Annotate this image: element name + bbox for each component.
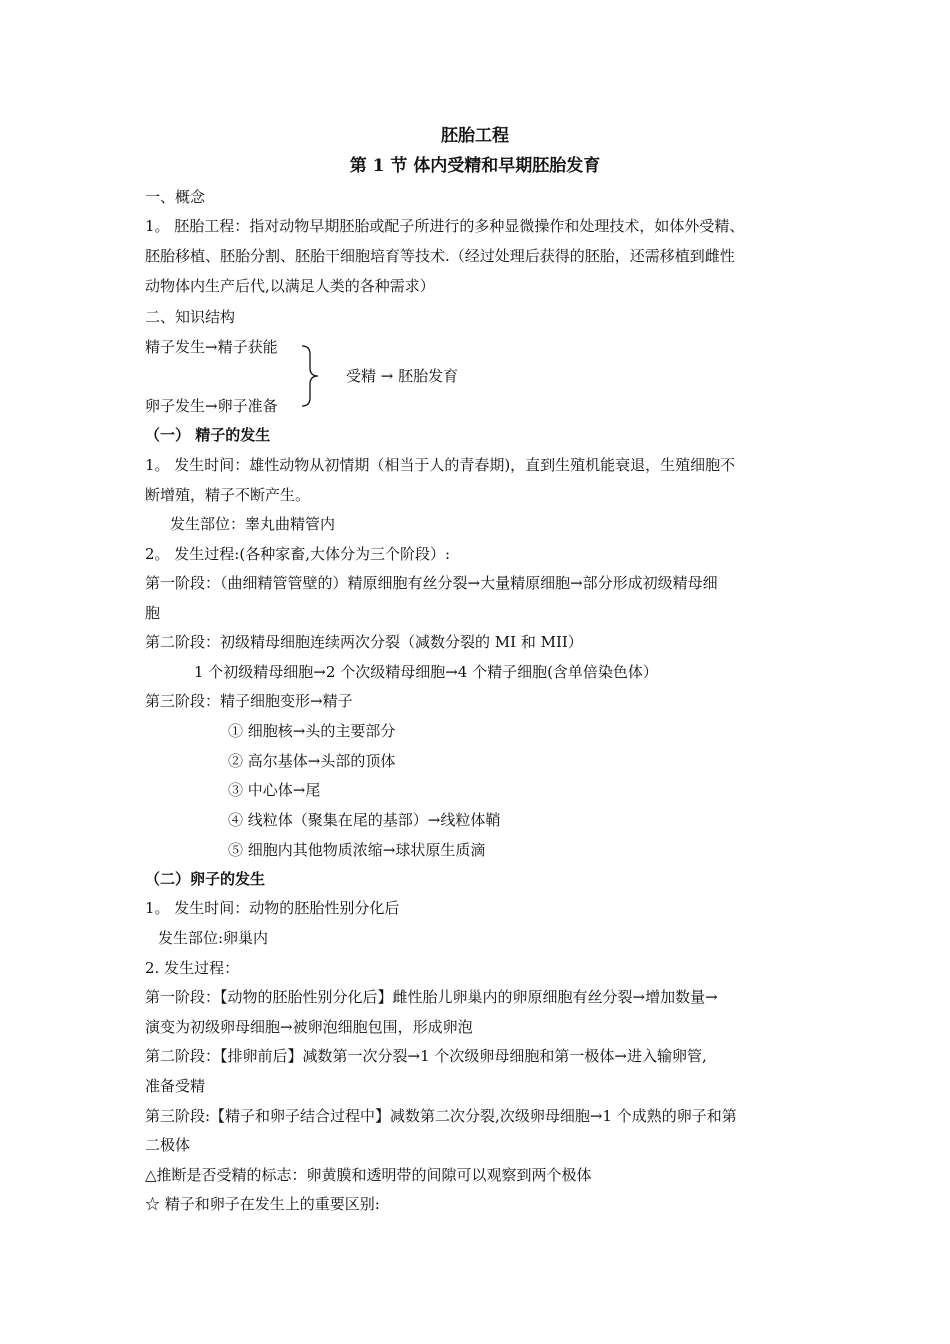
text-line: 第一阶段：【动物的胚胎性别分化后】雌性胎儿卵巢内的卵原细胞有丝分裂→增加数量→ [145, 988, 718, 1006]
heading-structure: 二、知识结构 [145, 308, 236, 326]
text-line: 1。 发生时间：雄性动物从初情期（相当于人的青春期)，直到生殖机能衰退，生殖细胞不 [145, 456, 736, 474]
list-item: ② 高尔基体→头部的顶体 [228, 752, 396, 770]
text-line: 胚胎移植、胚胎分割、胚胎干细胞培育等技术.（经过处理后获得的胚胎，还需移植到雌性 [145, 247, 735, 265]
text-line: 2. 发生过程： [145, 959, 240, 977]
heading-sperm: （一） 精子的发生 [145, 426, 271, 444]
text-line: 发生部位：睾丸曲精管内 [170, 515, 336, 533]
text-line: 1。 胚胎工程：指对动物早期胚胎或配子所进行的多种显微操作和处理技术，如体外受精、 [145, 217, 745, 235]
text-line: 发生部位:卵巢内 [158, 929, 269, 947]
list-item: ④ 线粒体（聚集在尾的基部）→线粒体鞘 [228, 811, 501, 829]
doc-title: 胚胎工程 [441, 126, 509, 146]
text-line: 1。 发生时间：动物的胚胎性别分化后 [145, 899, 400, 917]
text-line: 2。 发生过程:(各种家畜,大体分为三个阶段）: [145, 545, 451, 563]
text-line: 第一阶段：（曲细精管管壁的）精原细胞有丝分裂→大量精原细胞→部分形成初级精母细 [145, 574, 718, 592]
text-line: 演变为初级卵母细胞→被卵泡细胞包围，形成卵泡 [145, 1018, 473, 1036]
list-item: ⑤ 细胞内其他物质浓缩→球状原生质滴 [228, 841, 486, 859]
text-line: 第三阶段:【精子和卵子结合过程中】减数第二次分裂,次级卵母细胞→1 个成熟的卵子和第 [145, 1107, 737, 1125]
note-line: ☆ 精子和卵子在发生上的重要区别: [145, 1195, 380, 1213]
section-title: 第 1 节 体内受精和早期胚胎发育 [349, 156, 601, 176]
heading-concept: 一、概念 [145, 188, 206, 206]
structure-egg: 卵子发生→卵子准备 [145, 397, 278, 415]
text-line: 第二阶段：初级精母细胞连续两次分裂（减数分裂的 MI 和 MII） [145, 633, 583, 651]
heading-egg: （二）卵子的发生 [145, 870, 266, 888]
text-line: 二极体 [145, 1136, 191, 1154]
text-line: 动物体内生产后代,以满足人类的各种需求） [145, 277, 435, 295]
text-line: 1 个初级精母细胞→2 个次级精母细胞→4 个精子细胞(含单倍染色体） [194, 663, 658, 681]
text-line: 胞 [145, 604, 161, 622]
list-item: ③ 中心体→尾 [228, 781, 321, 799]
note-line: △推断是否受精的标志：卵黄膜和透明带的间隙可以观察到两个极体 [145, 1166, 592, 1184]
brace-icon [298, 344, 322, 408]
structure-result: 受精 → 胚胎发育 [346, 367, 459, 385]
text-line: 第二阶段：【排卵前后】减数第一次分裂→1 个次级卵母细胞和第一极体→进入输卵管, [145, 1047, 707, 1065]
list-item: ① 细胞核→头的主要部分 [228, 722, 396, 740]
text-line: 准备受精 [145, 1077, 206, 1095]
structure-sperm: 精子发生→精子获能 [145, 338, 278, 356]
text-line: 第三阶段：精子细胞变形→精子 [145, 692, 353, 710]
text-line: 断增殖，精子不断产生。 [145, 486, 311, 504]
